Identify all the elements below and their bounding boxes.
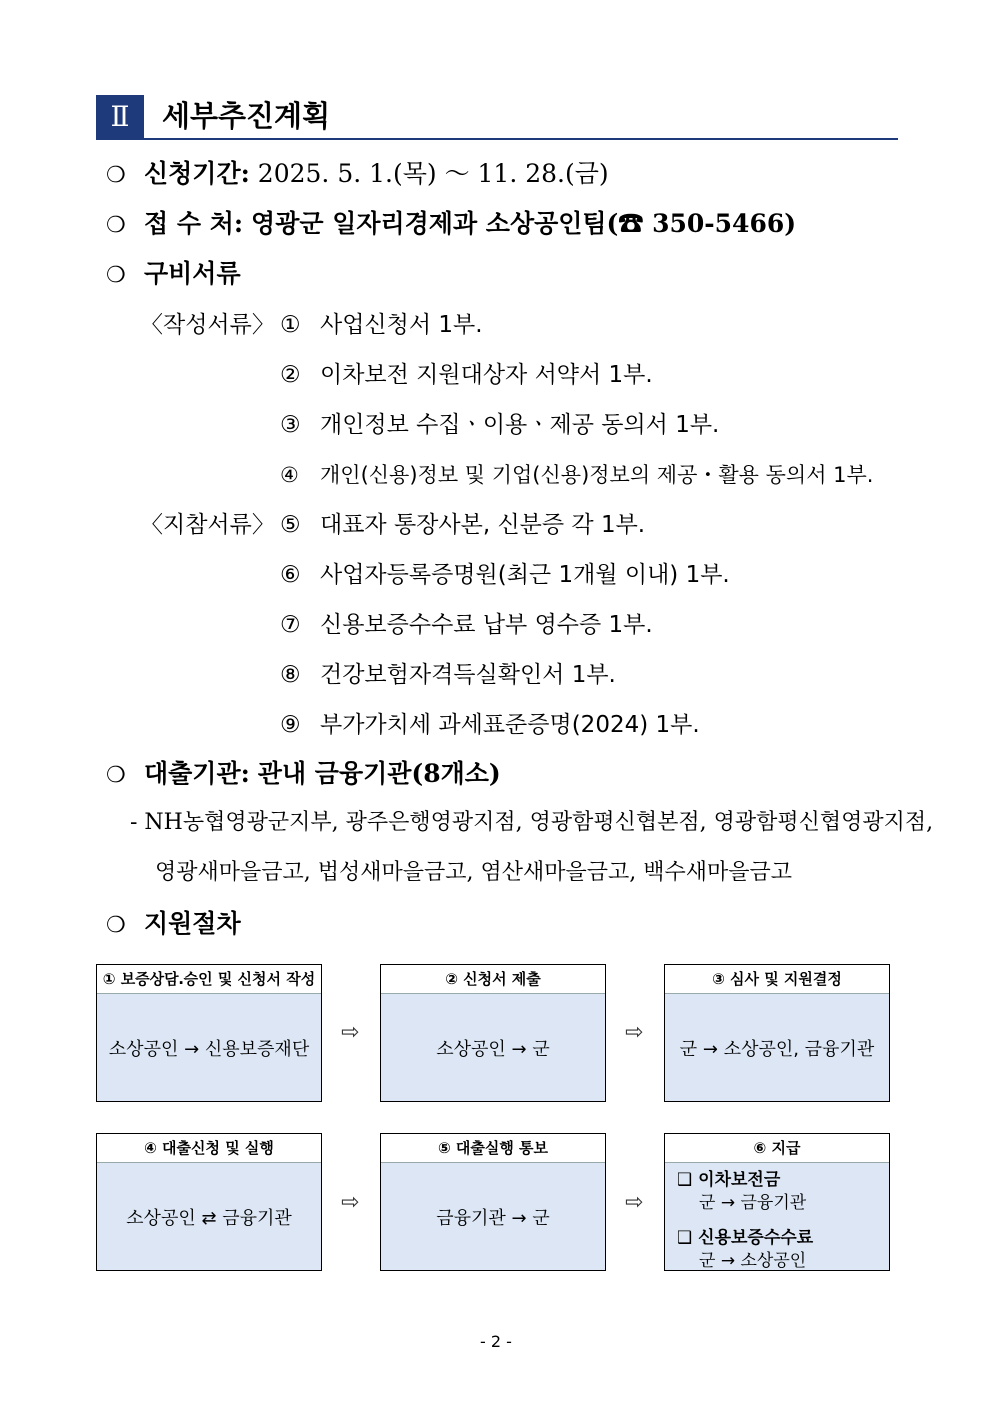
doc-item: ⑥ 사업자등록증명원(최근 1개월 이내) 1부. xyxy=(280,562,730,588)
doc-item: ③ 개인정보 수집ㆍ이용ㆍ제공 동의서 1부. xyxy=(280,412,720,438)
circle-bullet-icon: ❍ xyxy=(106,213,126,238)
payment-interest-body: 군 → 금융기관 xyxy=(699,1193,807,1213)
payment-fee-title: ❑ 신용보증수수료 xyxy=(677,1228,814,1248)
payment-fee-body: 군 → 소상공인 xyxy=(699,1251,807,1271)
doc-item: ② 이차보전 지원대상자 서약서 1부. xyxy=(280,362,653,388)
payment-interest-title: ❑ 이차보전금 xyxy=(677,1170,781,1190)
doc-item: ⑧ 건강보험자격득실확인서 1부. xyxy=(280,662,616,688)
doc-group-bring: 〈지참서류〉 xyxy=(140,512,275,538)
doc-item: ④ 개인(신용)정보 및 기업(신용)정보의 제공・활용 동의서 1부. xyxy=(280,463,874,487)
step-box xyxy=(96,1133,322,1271)
step-title: ③ 심사 및 지원결정 xyxy=(665,965,889,994)
procedure-item xyxy=(106,907,241,943)
org-list-line1: - NH농협영광군지부, 광주은행영광지점, 영광함평신협본점, 영광함평신협영광지점, xyxy=(130,810,934,835)
step-title: ① 보증상담․승인 및 신청서 작성 xyxy=(97,965,321,994)
office-item xyxy=(106,207,796,243)
doc-item: ⑦ 신용보증수수료 납부 영수증 1부. xyxy=(280,612,653,638)
payment-details xyxy=(665,1163,889,1273)
step-title: ④ 대출신청 및 실행 xyxy=(97,1134,321,1163)
step-box xyxy=(664,1133,890,1271)
flow-arrow-icon: ⇨ xyxy=(341,1190,360,1215)
doc-group-written: 〈작성서류〉 xyxy=(140,312,275,338)
step-box xyxy=(380,1133,606,1271)
circle-bullet-icon: ❍ xyxy=(106,913,126,938)
flow-arrow-icon: ⇨ xyxy=(341,1020,360,1045)
step-box xyxy=(96,964,322,1102)
section-number: Ⅱ xyxy=(96,95,144,139)
procedure-title: 지원절차 xyxy=(144,909,241,938)
flow-arrow-icon: ⇨ xyxy=(625,1020,644,1045)
step-body: 금융기관 → 군 xyxy=(436,1208,550,1229)
period-label: 신청기간: xyxy=(144,159,250,188)
page-number: - 2 - xyxy=(480,1332,512,1351)
circle-bullet-icon: ❍ xyxy=(106,163,126,188)
docs-title: 구비서류 xyxy=(144,259,241,288)
doc-item: ① 사업신청서 1부. xyxy=(280,312,483,338)
circle-bullet-icon: ❍ xyxy=(106,763,126,788)
flow-arrow-icon: ⇨ xyxy=(625,1190,644,1215)
doc-item: ⑤ 대표자 통장사본, 신분증 각 1부. xyxy=(280,512,646,538)
period-item xyxy=(106,157,609,193)
lender-label: 대출기관: xyxy=(144,759,250,788)
section-title: 세부추진계획 xyxy=(162,99,331,133)
docs-item xyxy=(106,257,241,293)
office-value: 영광군 일자리경제과 소상공인팀(☎ 350-5466) xyxy=(251,209,797,238)
step-box xyxy=(664,964,890,1102)
circle-bullet-icon: ❍ xyxy=(106,263,126,288)
step-title: ⑥ 지급 xyxy=(665,1134,889,1163)
step-title: ⑤ 대출실행 통보 xyxy=(381,1134,605,1163)
step-box xyxy=(380,964,606,1102)
step-body: 군 → 소상공인, 금융기관 xyxy=(679,1039,875,1060)
step-body: 소상공인 → 신용보증재단 xyxy=(108,1039,310,1060)
step-body: 소상공인 → 군 xyxy=(436,1039,550,1060)
doc-item: ⑨ 부가가치세 과세표준증명(2024) 1부. xyxy=(280,712,700,738)
period-value: 2025. 5. 1.(목) ～ 11. 28.(금) xyxy=(257,159,609,188)
org-list-line2: 영광새마을금고, 법성새마을금고, 염산새마을금고, 백수새마을금고 xyxy=(155,860,793,885)
lender-value: 관내 금융기관(8개소) xyxy=(257,759,501,788)
lender-item xyxy=(106,757,501,793)
step-title: ② 신청서 제출 xyxy=(381,965,605,994)
section-divider xyxy=(96,138,898,140)
step-body: 소상공인 ⇄ 금융기관 xyxy=(126,1208,292,1229)
office-label: 접 수 처: xyxy=(144,209,244,238)
